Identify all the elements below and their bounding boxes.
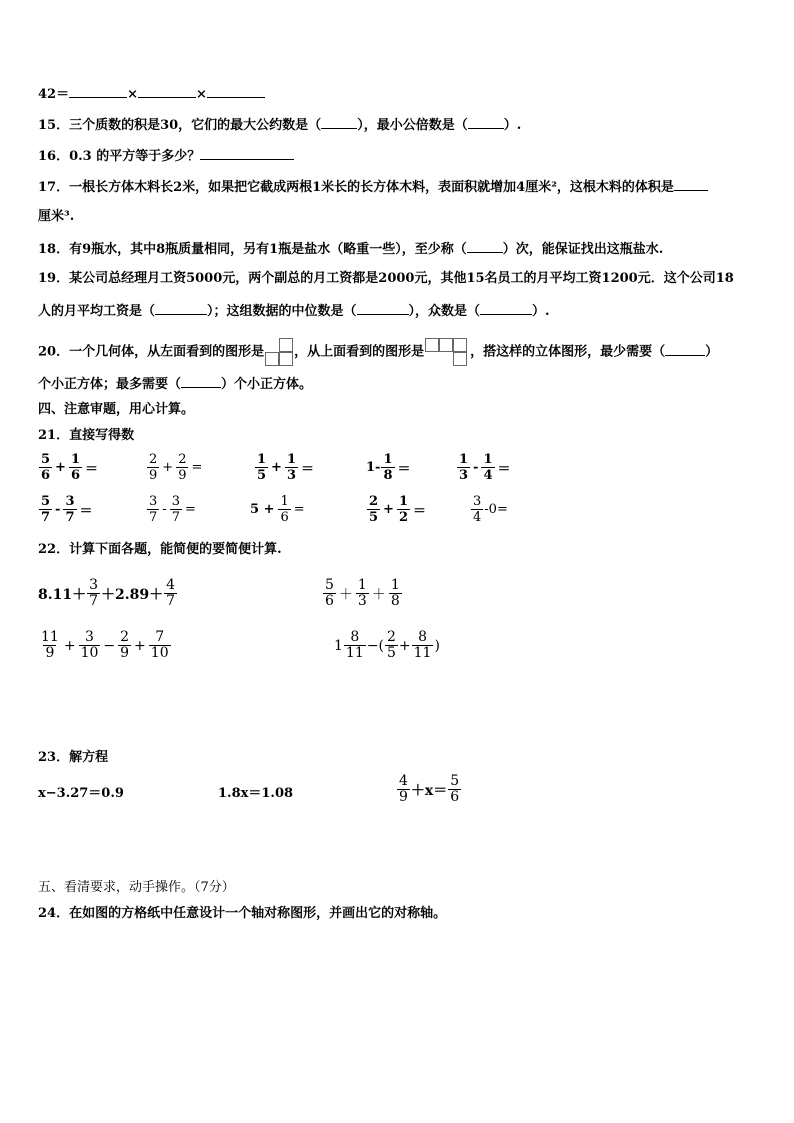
q14-blank-3[interactable] <box>207 85 265 98</box>
q22-expr-2: $\frac{5}{6}$ ＋ $\frac{1}{3}$ ＋ $\frac{1}{8}$ <box>325 577 400 609</box>
q14-blank-1[interactable] <box>69 85 127 98</box>
q15-text-c: ）. <box>503 118 522 133</box>
q21-item-6: $\frac{5}{7}$ - $\frac{3}{7}$ ＝ <box>41 494 93 525</box>
q15-blank-2[interactable] <box>468 116 504 129</box>
q18-line <box>38 240 663 258</box>
q20-text-2a: 个小正方体；最多需要（ <box>38 377 182 392</box>
q20-line-2 <box>38 375 312 393</box>
q20-text-a: 20．一个几何体，从左面看到的图形是 <box>38 344 265 360</box>
q21-item-10: $\frac{3}{4}$ -0= <box>473 494 508 525</box>
q14-left: 42＝ <box>38 87 70 102</box>
q19-text-1: 19．某公司总经理月工资5000元，两个副总的月工资都是2000元，其他15名员工的月平均工资1200元．这个公司18 <box>38 271 734 286</box>
q15-blank-1[interactable] <box>321 116 357 129</box>
q19-text-2d: ）. <box>532 304 550 319</box>
q20-text-b: ，从上面看到的图形是 <box>294 344 425 360</box>
q19-line-2 <box>38 302 550 320</box>
q14-times-1: × <box>127 87 138 102</box>
q17-text-2: 厘米³. <box>38 209 75 224</box>
q18-text-a: 18．有9瓶水，其中8瓶质量相同，另有1瓶是盐水（略重一些），至少称（ <box>38 242 467 257</box>
q20-text-d: ） <box>705 344 719 360</box>
q18-blank[interactable] <box>467 240 503 253</box>
q23-eq-2: 1.8x＝1.08 <box>218 786 294 801</box>
q17-line-1 <box>38 178 708 196</box>
q22-expr-1: 8.11＋ $\frac{3}{7}$ ＋2.89＋ $\frac{4}{7}$ <box>38 577 176 609</box>
q19-blank-2[interactable] <box>357 302 409 315</box>
q21-item-5: $\frac{1}{3}$ - $\frac{1}{4}$ ＝ <box>459 452 511 483</box>
q17-text-1: 17．一根长方体木料长2米，如果把它截成两根1米长的长方体木料，表面积就增加4厘米²，这根木料的体积是 <box>38 180 674 195</box>
q14-blank-2[interactable] <box>138 85 196 98</box>
q19-text-2b: ）；这组数据的中位数是（ <box>207 304 357 319</box>
q21-title: 21．直接写得数 <box>38 428 135 443</box>
q15-line <box>38 116 521 134</box>
top-view-figure <box>424 336 470 368</box>
q21-item-9: $\frac{2}{5}$ + $\frac{1}{2}$ ＝ <box>369 494 427 525</box>
q20-text-c: ，搭这样的立体图形，最少需要（ <box>470 344 666 360</box>
section-4-title: 四、注意审题，用心计算。 <box>38 402 195 417</box>
q20-blank-2[interactable] <box>181 375 221 388</box>
q19-text-2a: 人的月平均工资是（ <box>38 304 156 319</box>
q20-text-2b: ）个小正方体。 <box>221 377 313 392</box>
q23-eq-3: $\frac{4}{9}$ ＋x＝ $\frac{5}{6}$ <box>399 773 460 805</box>
q22-expr-4: 1 $\frac{8}{11}$ −( $\frac{2}{5}$ + $\frac{8}{11}$ ) <box>334 629 440 661</box>
q22-title: 22．计算下面各题，能简便的要简便计算. <box>38 542 282 557</box>
q21-item-8: 5 + $\frac{1}{6}$ = <box>250 494 305 525</box>
q18-text-b: ）次，能保证找出这瓶盐水. <box>502 242 664 257</box>
q20-line-1 <box>38 336 718 368</box>
q17-blank[interactable] <box>674 178 708 191</box>
q16-line <box>38 147 294 165</box>
q19-line-1 <box>38 271 734 287</box>
q23-eq-1: x−3.27＝0.9 <box>38 786 124 801</box>
q21-item-2: $\frac{2}{9}$ + $\frac{2}{9}$ = <box>149 452 203 483</box>
q19-text-2c: ），众数是（ <box>408 304 481 319</box>
q23-title: 23．解方程 <box>38 750 109 765</box>
q19-blank-1[interactable] <box>155 302 207 315</box>
q17-line-2 <box>38 209 74 225</box>
q19-blank-3[interactable] <box>480 302 532 315</box>
q16-text: 16．0.3 的平方等于多少？ <box>38 149 201 164</box>
section-5-title: 五、看清要求，动手操作。（7分） <box>38 880 235 895</box>
q16-blank[interactable] <box>200 147 294 160</box>
q14-times-2: × <box>196 87 207 102</box>
q15-text-b: ），最小公倍数是（ <box>357 118 468 133</box>
q22-expr-3: $\frac{11}{9}$ + $\frac{3}{10}$ − $\frac{2}{9}$ + $\frac{7}{10}$ <box>41 629 169 661</box>
q21-item-3: $\frac{1}{5}$ + $\frac{1}{3}$ ＝ <box>257 452 315 483</box>
q21-item-4: 1- $\frac{1}{8}$ ＝ <box>366 452 411 483</box>
left-view-figure <box>264 336 294 368</box>
q21-item-7: $\frac{3}{7}$ - $\frac{3}{7}$ = <box>149 494 196 525</box>
q21-item-1: $\frac{5}{6}$ + $\frac{1}{6}$ ＝ <box>41 452 99 483</box>
q15-text-a: 15．三个质数的积是30，它们的最大公约数是（ <box>38 118 322 133</box>
q24-text: 24．在如图的方格纸中任意设计一个轴对称图形，并画出它的对称轴。 <box>38 906 447 921</box>
q20-blank-1[interactable] <box>665 343 705 356</box>
q14-line <box>38 85 265 103</box>
